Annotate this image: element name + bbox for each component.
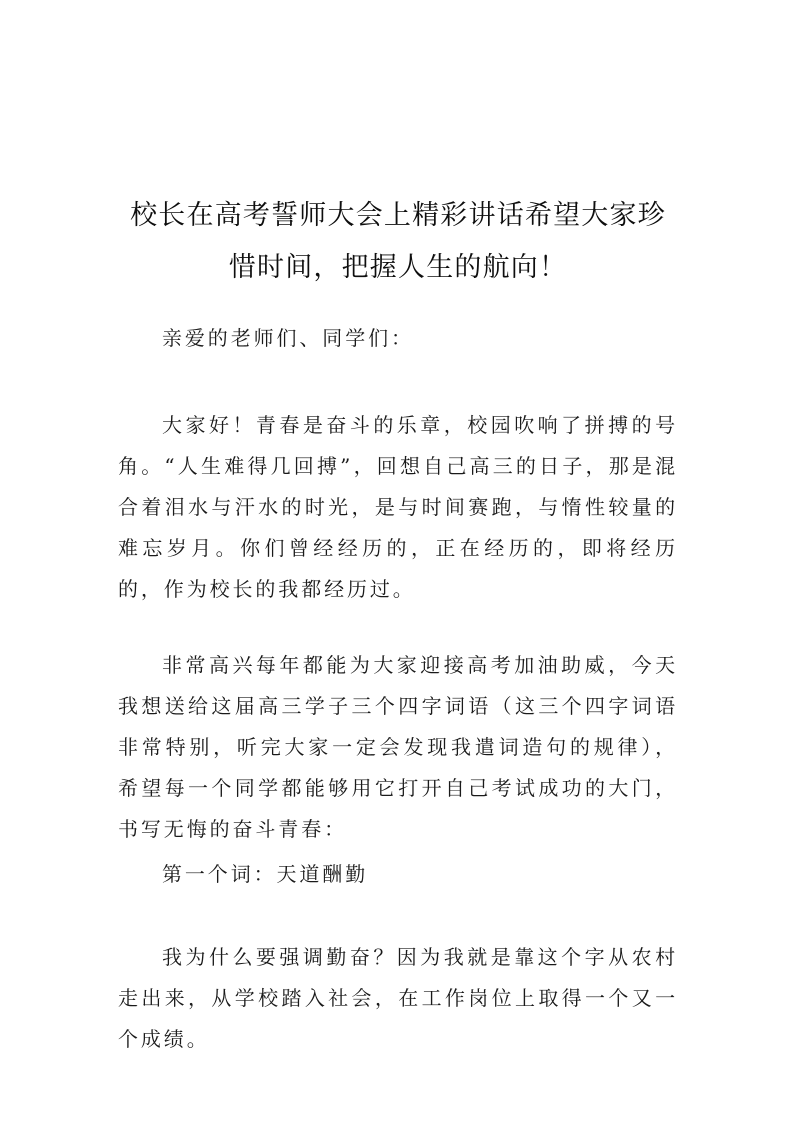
- greeting-paragraph: 亲爱的老师们、同学们：: [162, 326, 414, 350]
- body-paragraph-intro-words: 非常高兴每年都能为大家迎接高考加油助威，今天我想送给这届高三学子三个四字词语（这三个四字词语非常特别，听完大家一定会发现我遣词造句的规律），希望每一个同学都能够用它打开自己考试成功的大门，书写无悔的奋斗青春：: [118, 653, 678, 841]
- section-heading-first-word: 第一个词：天道酬勤: [162, 862, 369, 886]
- body-paragraph-opening: 大家好！青春是奋斗的乐章，校园吹响了拼搏的号角。“人生难得几回搏”，回想自己高三的日子，那是混合着泪水与汗水的时光，是与时间赛跑，与惰性较量的难忘岁月。你们曾经经历的，正在经历的，即将经历的，作为校长的我都经历过。: [118, 413, 678, 601]
- document-title: 校长在高考誓师大会上精彩讲话希望大家珍惜时间，把握人生的航向！: [130, 200, 666, 283]
- body-paragraph-diligence: 我为什么要强调勤奋？因为我就是靠这个字从农村走出来，从学校踏入社会，在工作岗位上取得一个又一个成绩。: [118, 945, 678, 1051]
